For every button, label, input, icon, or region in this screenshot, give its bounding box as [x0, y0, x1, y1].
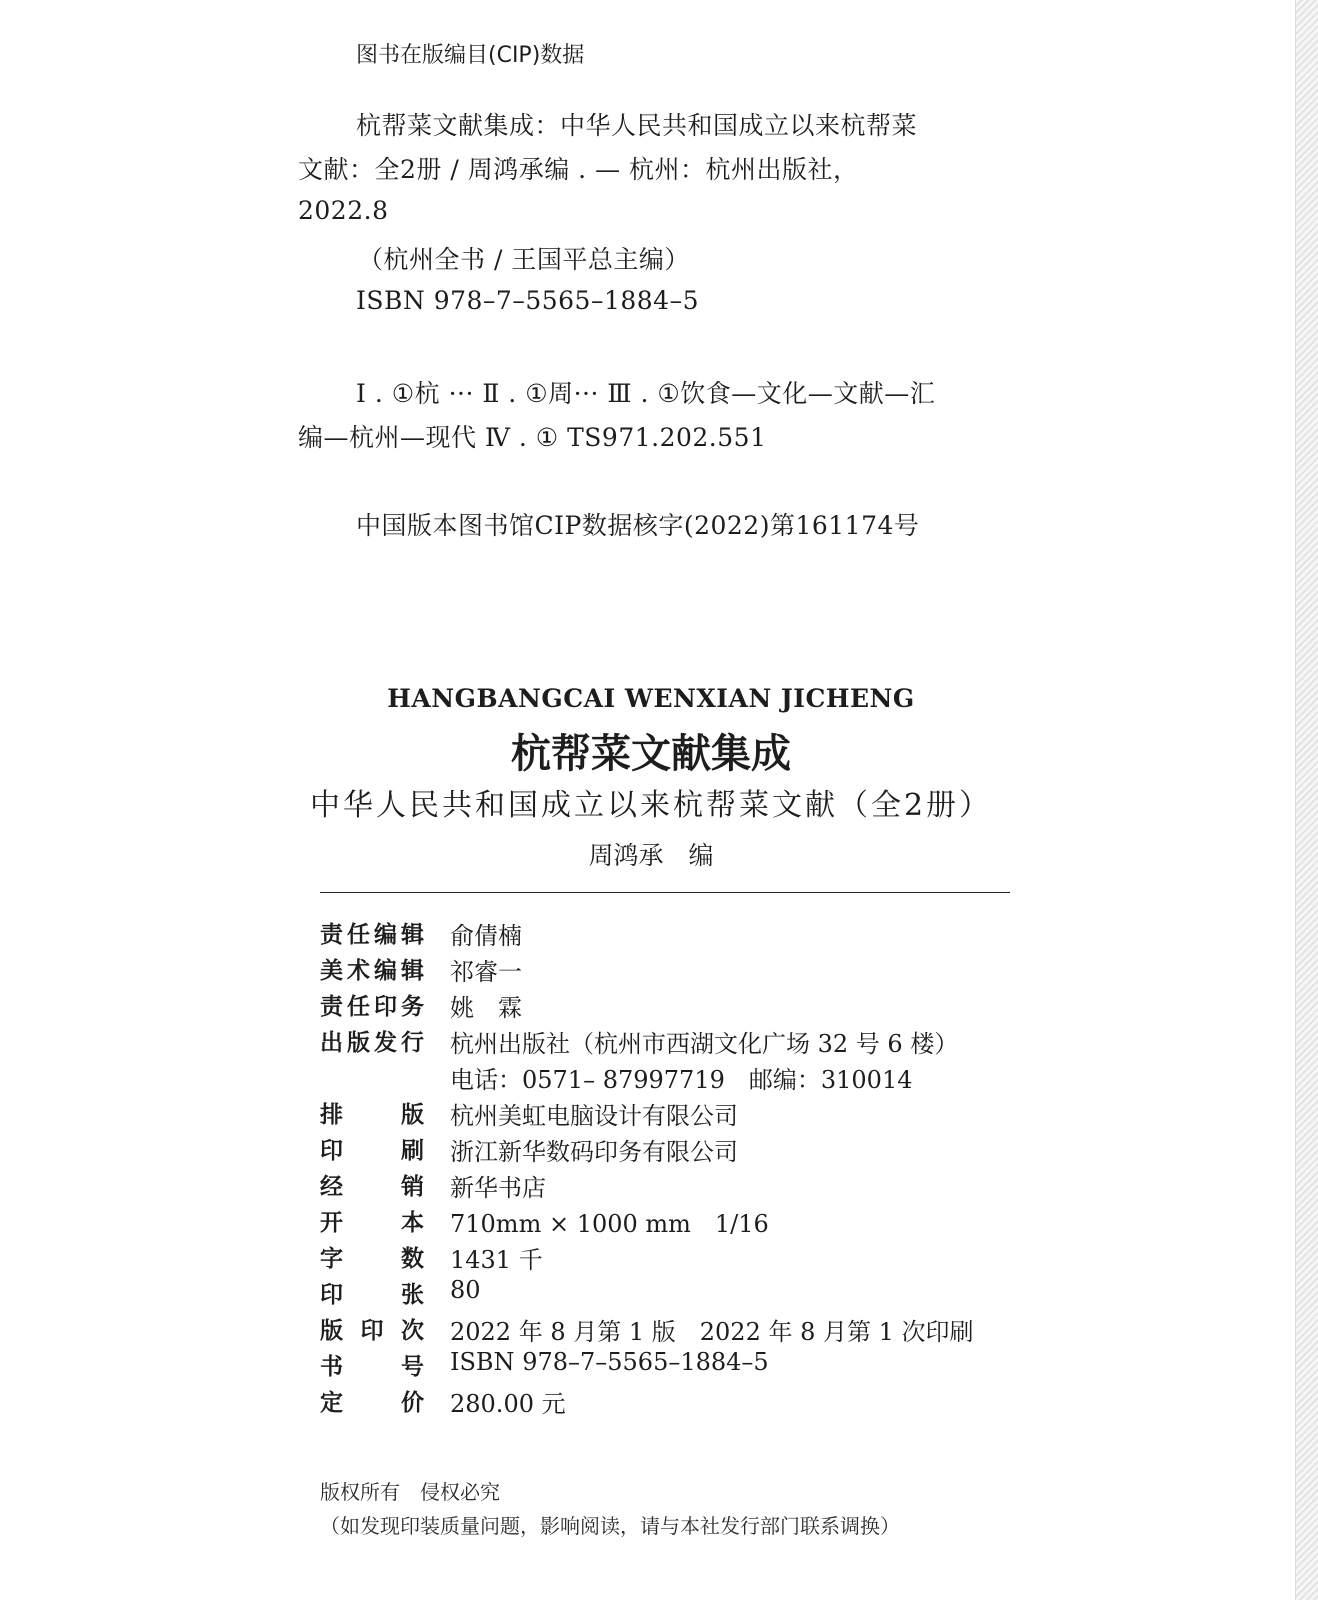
info-value: 祁睿一: [450, 958, 522, 986]
info-label: 版印次: [320, 1318, 424, 1344]
cip-line-7: 编—杭州—现代 Ⅳ . ① TS971.202.551: [298, 423, 767, 452]
info-value: 2022 年 8 月第 1 版 2022 年 8 月第 1 次印刷: [450, 1318, 974, 1346]
book-title-en: HANGBANGCAI WENXIAN JICHENG: [387, 684, 915, 713]
info-label: 排版: [320, 1102, 424, 1128]
info-label: 经销: [320, 1174, 424, 1200]
info-value: 杭州美虹电脑设计有限公司: [450, 1102, 738, 1130]
divider: [320, 892, 1010, 893]
info-value: 杭州出版社（杭州市西湖文化广场 32 号 6 楼）: [450, 1030, 959, 1058]
book-title-cn: 杭帮菜文献集成: [511, 730, 791, 777]
book-editor: 周鸿承 编: [588, 841, 714, 870]
cip-line-1: 杭帮菜文献集成：中华人民共和国成立以来杭帮菜: [356, 111, 918, 140]
cip-line-4: （杭州全书 / 王国平总主编）: [358, 245, 690, 274]
info-value: 80: [450, 1276, 481, 1304]
cip-heading: 图书在版编目(CIP)数据: [356, 43, 585, 68]
info-value: 新华书店: [450, 1174, 546, 1202]
cip-line-2: 文献：全2册 / 周鸿承编 . — 杭州：杭州出版社，: [298, 155, 859, 184]
cip-line-8: 中国版本图书馆CIP数据核字(2022)第161174号: [356, 511, 920, 540]
info-label: 责任印务: [320, 994, 424, 1020]
quality-notice: （如发现印装质量问题，影响阅读，请与本社发行部门联系调换）: [320, 1514, 900, 1538]
cip-line-6: Ⅰ . ①杭 ··· Ⅱ . ①周··· Ⅲ . ①饮食—文化—文献—汇: [356, 379, 936, 408]
info-label: 字数: [320, 1246, 424, 1272]
info-label: 定价: [320, 1390, 424, 1416]
book-subtitle: 中华人民共和国成立以来杭帮菜文献（全2册）: [309, 788, 993, 823]
cip-line-3: 2022.8: [298, 196, 389, 225]
info-label: 出版发行: [320, 1030, 424, 1056]
info-value: ISBN 978–7–5565–1884–5: [450, 1348, 769, 1376]
info-label: 印刷: [320, 1138, 424, 1164]
info-label: 责任编辑: [320, 922, 424, 948]
info-value: 电话：0571– 87997719 邮编：310014: [450, 1066, 913, 1094]
info-value: 姚 霖: [450, 994, 522, 1022]
info-label: 书号: [320, 1354, 424, 1380]
info-value: 浙江新华数码印务有限公司: [450, 1138, 738, 1166]
info-label: 美术编辑: [320, 958, 424, 984]
info-value: 280.00 元: [450, 1390, 566, 1418]
copyright-notice: 版权所有 侵权必究: [320, 1480, 500, 1504]
info-value: 俞倩楠: [450, 922, 522, 950]
info-value: 710mm × 1000 mm 1/16: [450, 1210, 769, 1238]
info-label: 开本: [320, 1210, 424, 1236]
cip-line-5: ISBN 978–7–5565–1884–5: [356, 286, 699, 315]
info-value: 1431 千: [450, 1246, 543, 1274]
info-label: 印张: [320, 1282, 424, 1308]
